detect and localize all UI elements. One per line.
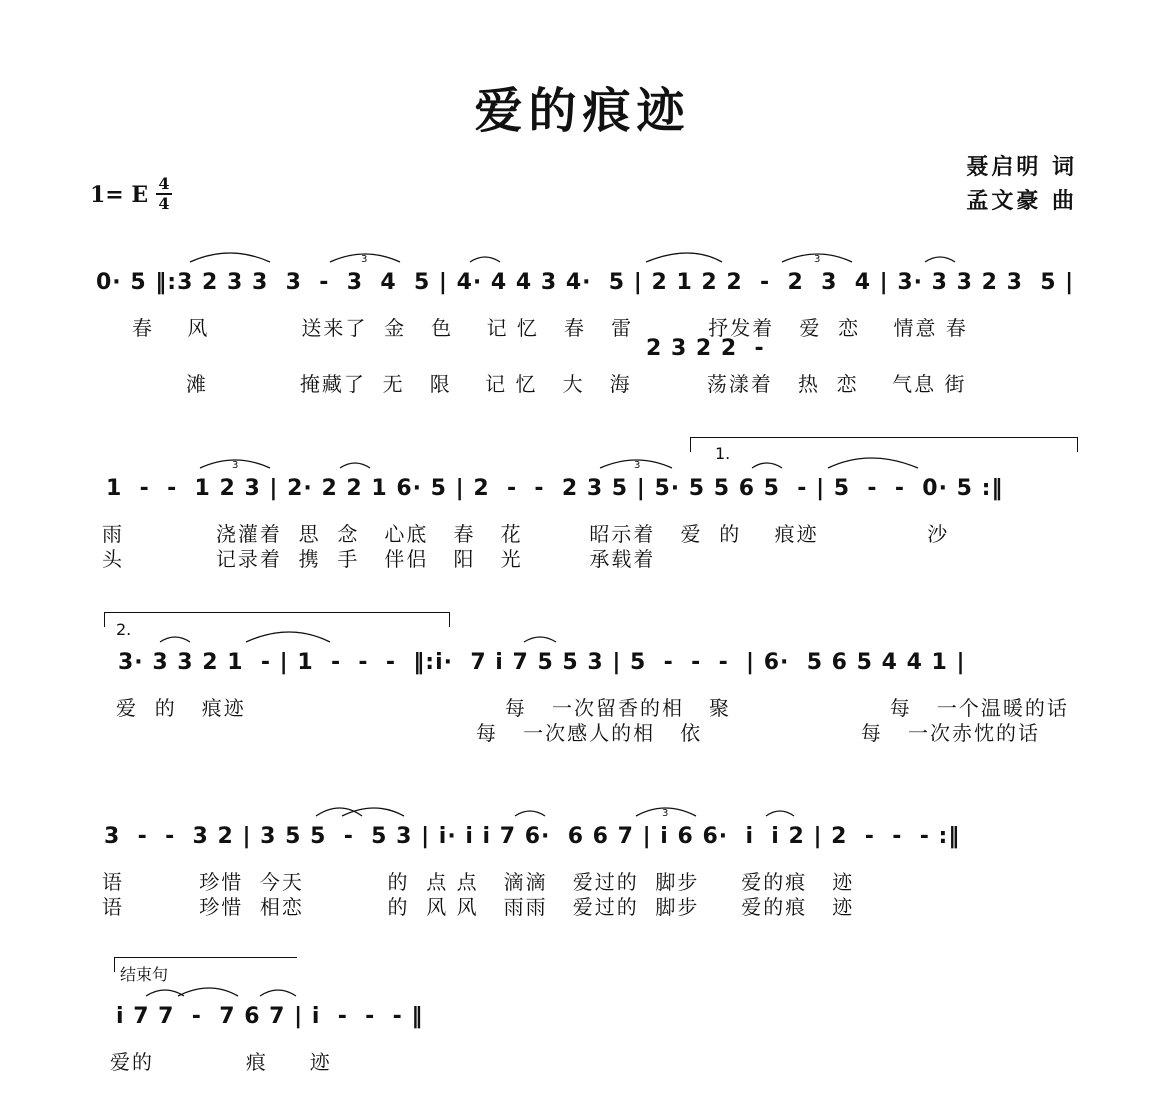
slur-row4-e — [766, 811, 794, 816]
slur-row4-c — [515, 811, 545, 816]
staff-row-1-lyrics-verse2: 滩 掩藏了 无 限 记 忆 大 海 荡漾着 热 恋 气息 街 — [186, 372, 967, 396]
staff-row-3-lyrics-verse2: 每 一次感人的相 依 每 一次赤忱的话 — [476, 721, 1041, 745]
triplet-mark-row1-a: 3 — [361, 254, 368, 265]
ending-label: 结束句 — [120, 965, 169, 984]
staff-row-4-lyrics-verse1: 语 珍惜 今天 的 点 点 滴滴 爱过的 脚步 爱的痕 迹 — [102, 870, 855, 894]
staff-row-2-notes: 1 - - 1 2 3 | 2· 2 2 1 6· 5 | 2 - - 2 3 5 | 5· 5 5 6 5 - | 5 - - 0· 5 :‖ — [106, 476, 1004, 501]
staff-row-1-alt-notes: 2 3 2 2 - — [646, 336, 765, 361]
slur-row2-d — [752, 463, 782, 468]
staff-row-4-lyrics-verse2: 语 珍惜 相恋 的 风 风 雨雨 爱过的 脚步 爱的痕 迹 — [102, 895, 855, 919]
slur-row3-b — [246, 632, 330, 642]
staff-row-3-notes: 3· 3 3 2 1 - | 1 - - - ‖:i· 7 i 7 5 5 3 | 5 - - - | 6· 5 6 5 4 4 1 | — [118, 650, 966, 675]
triplet-mark-row1-b: 3 — [814, 254, 821, 265]
staff-row-5-lyrics: 爱的 痕 迹 — [110, 1050, 332, 1074]
time-signature-bottom: 4 — [158, 194, 170, 213]
slur-row1-f — [925, 257, 955, 262]
slur-row4-a — [316, 808, 362, 816]
staff-row-2-lyrics-verse1: 雨 浇灌着 思 念 心底 春 花 昭示着 爱 的 痕迹 沙 — [102, 522, 950, 546]
slur-row5-c — [260, 990, 296, 996]
slur-row2-b — [340, 463, 370, 468]
triplet-mark-row2-b: 3 — [634, 460, 641, 471]
slur-row1-d — [646, 253, 722, 262]
staff-row-5-notes: i 7 7 - 7 6 7 | i - - - ‖ — [116, 1004, 424, 1029]
slur-row4-b — [342, 808, 404, 816]
slur-row1-c — [470, 257, 500, 262]
staff-row-2-lyrics-verse2: 头 记录着 携 手 伴侣 阳 光 承载着 — [102, 547, 656, 571]
staff-row-4-notes: 3 - - 3 2 | 3 5 5 - 5 3 | i· i i 7 6· 6 6 7 | i 6 6· i i 2 | 2 - - - :‖ — [104, 824, 961, 849]
key-signature: 1= E — [90, 182, 149, 208]
composer-credit: 孟文豪 曲 — [966, 189, 1077, 214]
lyricist-credit: 聂启明 词 — [966, 155, 1077, 180]
triplet-mark-row2-a: 3 — [232, 460, 239, 471]
slur-row5-b — [178, 988, 238, 996]
staff-row-1-lyrics-verse1: 春 风 送来了 金 色 记 忆 春 雷 抒发着 爱 恋 情意 春 — [132, 316, 968, 340]
volta-second-label: 2. — [116, 620, 132, 639]
slur-row3-c — [524, 637, 556, 642]
slur-row2-e — [828, 458, 918, 468]
staff-row-1-notes: 0· 5 ‖:3 2 3 3 3 - 3 4 5 | 4· 4 4 3 4· 5 | 2 1 2 2 - 2 3 4 | 3· 3 3 2 3 5 | — [96, 270, 1075, 295]
slur-row1-a — [190, 253, 270, 262]
slur-row5-a — [146, 990, 184, 996]
staff-row-3-lyrics-verse1: 爱 的 痕迹 每 一次留香的相 聚 每 一个温暖的话 — [116, 696, 1069, 720]
slur-row3-a — [160, 637, 190, 642]
triplet-mark-row4: 3 — [662, 808, 669, 819]
song-title: 爱的痕迹 — [474, 83, 691, 139]
time-signature-top: 4 — [158, 174, 170, 193]
volta-first-label: 1. — [715, 444, 731, 463]
